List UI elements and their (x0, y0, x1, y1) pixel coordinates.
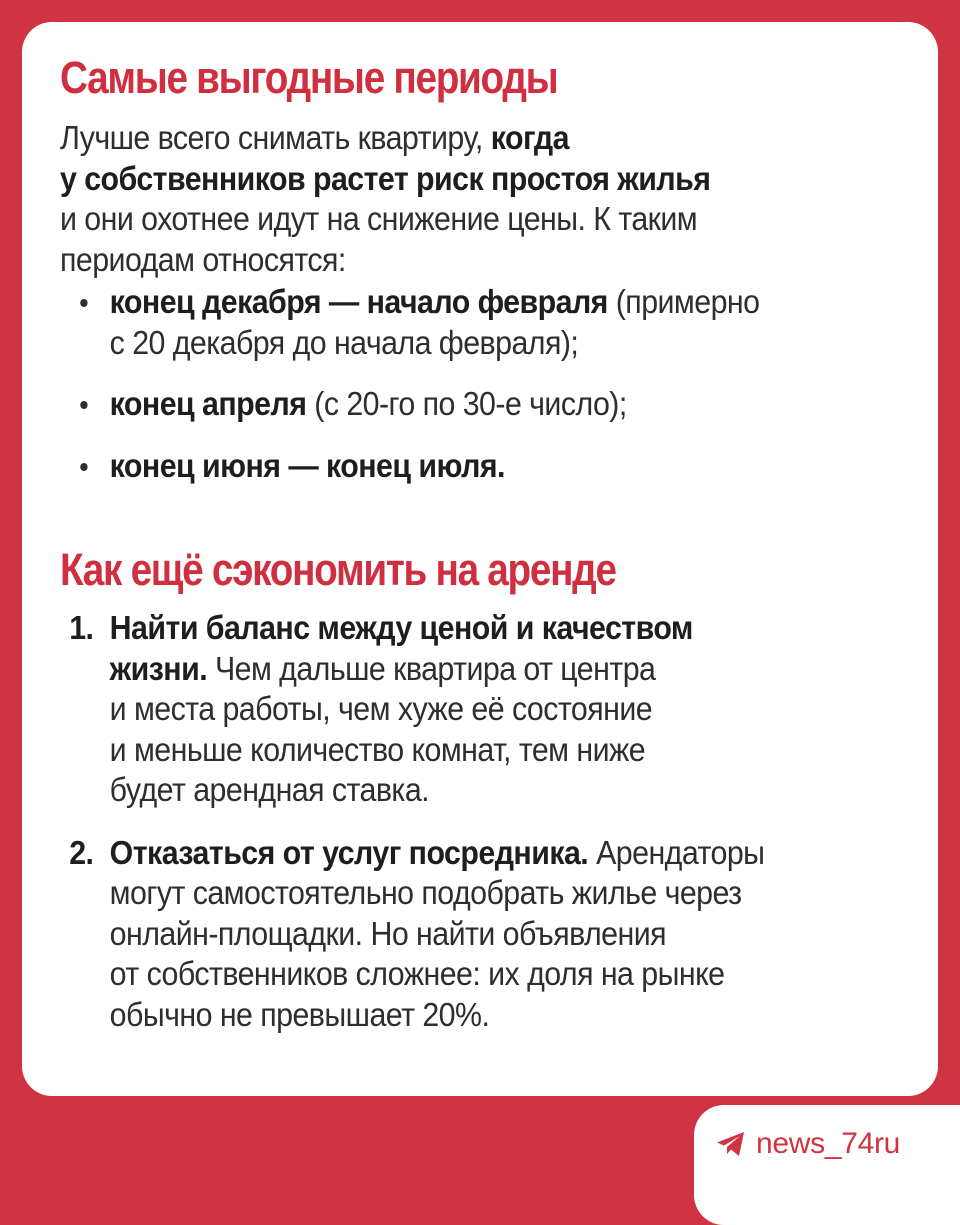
item-number: 2. (69, 833, 94, 871)
tips-list (60, 608, 920, 1035)
tip-bold-1: Найти баланс между ценой и качеством (109, 609, 693, 646)
tip-text: и места работы, чем хуже её состояние (109, 690, 653, 727)
period-detail-2: с 20 декабря до начала февраля); (109, 323, 579, 361)
period-bold: конец декабря — начало февраля (109, 283, 608, 320)
channel-handle: news_74ru (756, 1127, 901, 1160)
periods-list (60, 282, 920, 486)
list-item (60, 384, 870, 425)
bullet-icon (80, 463, 87, 471)
tip-text: и меньше количество комнат, тем ниже (109, 730, 646, 768)
tip-bold-2: жизни. (109, 649, 208, 687)
list-item (60, 446, 870, 487)
tip-text: обычно не превышает 20%. (109, 995, 490, 1033)
item-number: 1. (69, 609, 94, 646)
period-bold: конец апреля (109, 385, 307, 422)
tip-text: могут самостоятельно подобрать жилье через (109, 874, 742, 911)
bullet-icon (80, 299, 87, 307)
period-detail: (примерно (607, 283, 760, 320)
period-detail: (с 20-го по 30-е число); (306, 385, 627, 422)
tip-text: Арендаторы (588, 833, 765, 871)
telegram-icon (716, 1131, 746, 1157)
intro-text-2: и они охотнее идут на снижение цены. К таким (60, 200, 698, 237)
bullet-icon (80, 401, 87, 409)
footer-badge (694, 1105, 960, 1225)
list-item (60, 608, 870, 811)
intro-text-1: Лучше всего снимать квартиру, (60, 119, 483, 156)
list-item (60, 282, 870, 363)
section2-title: Как ещё сэкономить на аренде (60, 544, 616, 595)
tip-text: будет арендная ставка. (109, 771, 430, 808)
article-content (60, 52, 920, 1057)
tip-bold-1: Отказаться от услуг посредника. (109, 833, 589, 871)
tip-text: от собственников сложнее: их доля на рынке (109, 955, 725, 992)
section1-intro (60, 118, 870, 280)
intro-bold-2: у собственников растет риск простоя жилья (60, 159, 711, 197)
intro-bold-1: когда (490, 119, 569, 156)
telegram-link[interactable] (716, 1124, 900, 1164)
tip-text: Чем дальше квартира от центра (207, 649, 656, 687)
period-bold: конец июня — конец июля. (109, 446, 505, 484)
list-item (60, 833, 870, 1036)
tip-text: онлайн-площадки. Но найти объявления (109, 914, 667, 952)
section1-title: Самые выгодные периоды (60, 52, 558, 103)
intro-text-3: периодам относятся: (60, 240, 346, 278)
